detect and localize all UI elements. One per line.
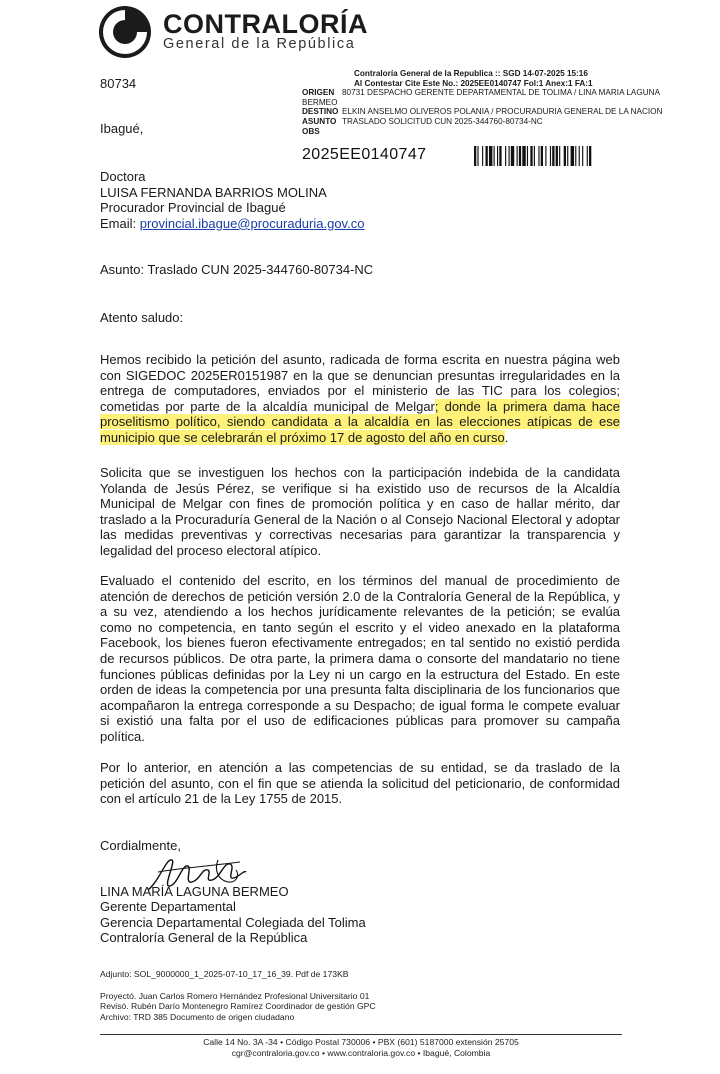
credit-reviso: Revisó. Rubén Darío Montenegro Ramírez Coordinador de gestión GPC: [100, 1001, 376, 1012]
barcode-bar: [517, 146, 518, 166]
barcode-bar: [587, 146, 588, 166]
closing: Cordialmente,: [100, 838, 181, 853]
barcode-bar: [477, 146, 478, 166]
signer-office: Gerencia Departamental Colegiada del Tolima: [100, 914, 366, 930]
stamp-obs: OBS: [302, 126, 320, 136]
footer-address: Calle 14 No. 3A -34 • Código Postal 730006 • PBX (601) 5187000 extensión 25705: [203, 1037, 519, 1047]
barcode-bar: [571, 146, 574, 166]
barcode-bar: [564, 146, 566, 166]
stamp-line-2: Al Contestar Cite Este No.: 2025EE0140747 Fol:1 Anex:1 FA:1: [354, 78, 593, 88]
barcode-bar: [545, 146, 546, 166]
barcode-bar: [499, 146, 501, 166]
barcode-bar: [511, 146, 514, 166]
signer-role: Gerente Departamental: [100, 899, 236, 915]
barcode-bar: [486, 146, 488, 166]
signer-entity: Contraloría General de la República: [100, 930, 308, 946]
barcode-bar: [494, 146, 495, 166]
barcode-bar: [541, 146, 543, 166]
barcode-bar: [538, 146, 539, 166]
credits-block: [100, 991, 376, 1022]
signer-block: [100, 884, 366, 946]
stamp-line-1: Contraloría General de la Republica :: SGD 14-07-2025 15:16: [354, 69, 588, 78]
barcode-bar: [474, 146, 476, 166]
barcode-bar: [489, 146, 492, 166]
credit-proyecto: Proyectó. Juan Carlos Romero Hernández Profesional Universitario 01: [100, 991, 370, 1001]
attachment-note: Adjunto: SOL_9000000_1_2025-07-10_17_16_39. Pdf de 173KB: [100, 969, 349, 979]
barcode-bar: [497, 146, 498, 166]
footer: [100, 1037, 622, 1058]
stamp-asunto: ASUNTO TRASLADO SOLICITUD CUN 2025-344760-80734-NC: [302, 116, 543, 126]
barcode-bar: [482, 146, 483, 166]
barcode-bar: [567, 146, 568, 166]
paragraph-1: Hemos recibido la petición del asunto, radicada de forma escrita en nuestra página web con SIGEDOC 2025ER0151987 en la que se denuncian presuntas irregularidades en la entrega de computadores, enviados por el ministerio de las TIC para los colegios; cometidas por parte de la alcaldía municipal de Melgar; donde la primera dama hace proselitismo político, siendo candidata a la alcaldía en las elecciones atípicas de ese municipio que se celebrarán el próximo 17 de agosto del año en curso.: [100, 352, 620, 445]
radicado-number: 2025EE0140747: [302, 146, 427, 163]
recipient-salutation: Doctora: [100, 169, 146, 184]
barcode-icon: [474, 146, 680, 166]
highlighted-text: ; donde la primera dama hace proselitismo político, siendo candidata a la alcaldía en las elecciones atípicas de ese municipio que se celebrarán el próximo 17 de agosto del año en curso: [100, 398, 620, 445]
barcode-bar: [534, 146, 535, 166]
barcode-bar: [552, 146, 554, 166]
radicado-stamp: [302, 69, 682, 136]
barcode-bar: [550, 146, 551, 166]
barcode-bar: [579, 146, 580, 166]
paragraph-4: Por lo anterior, en atención a las competencias de su entidad, se da traslado de la petición del asunto, con el fin que se atienda la solicitud del peticionario, de conformidad con el artículo 21 de la Ley 1755 de 2015.: [100, 760, 620, 807]
recipient-block: [100, 169, 364, 231]
document-number: 80734: [100, 76, 137, 91]
footer-contact: cgr@contraloria.gov.co • www.contraloria.gov.co • Ibagué, Colombia: [231, 1047, 491, 1058]
barcode-bar: [519, 146, 521, 166]
greeting: Atento saludo:: [100, 310, 184, 325]
logo-subtitle: General de la República: [163, 36, 356, 52]
paragraph-2: Solicita que se investiguen los hechos con la participación indebida de la candidata Yolanda de Jesús Pérez, se verifique si ha existido uso de recursos de la Alcaldía Municipal de Melgar con fines de promoción política y en caso de hallar mérito, dar traslado a la Procuraduría General de la Nación o al Consejo Nacional Electoral y adoptar las medidas preventivas y correctivas necesarias para garantizar la transparencia y legalidad del proceso electoral atípico.: [100, 465, 620, 558]
stamp-origen: ORIGEN 80731 DESPACHO GERENTE DEPARTAMENTAL DE TOLIMA / LINA MARIA LAGUNA BERMEO: [302, 88, 660, 107]
subject-line: Asunto: Traslado CUN 2025-344760-80734-NC: [100, 262, 374, 277]
stamp-destino: DESTINO ELKIN ANSELMO OLIVEROS POLANIA / PROCURADURIA GENERAL DE LA NACION: [302, 107, 663, 117]
barcode-bar: [589, 146, 591, 166]
barcode-bar: [509, 146, 510, 166]
city-date: Ibagué,: [100, 121, 144, 136]
barcode-bar: [556, 146, 558, 166]
recipient-role: Procurador Provincial de Ibagué: [100, 200, 286, 216]
barcode-bar: [575, 146, 576, 166]
footer-divider: [100, 1034, 622, 1035]
paragraph-3: Evaluado el contenido del escrito, en los términos del manual de procedimiento de atención de derechos de petición versión 2.0 de la Contraloría General de la República, y a su vez, atendiendo a los hechos jurídicamente relevantes de la petición; se evalúa como no competencia, en tanto según el escrito y el video anexado en la plataforma Facebook, los bienes fueron efectivamente entregados; en tal sentido no existió perdida de recursos públicos. De otra parte, la primera dama o consorte del mandatario no tiene funciones públicas definidas por la Ley ni un cargo en la estructura del Estado. En este orden de ideas la competencia por una presunta falta disciplinaria de los funcionarios que acompañaron la entrega corresponde a su Despacho; de igual forma le compete evaluar si existió una falta por el uso de edificaciones públicas para promover su campaña política.: [100, 573, 620, 744]
barcode-bar: [505, 146, 506, 166]
barcode-bar: [582, 146, 583, 166]
credit-archivo: Archivo: TRD 385 Documento de origen ciudadano: [100, 1011, 295, 1022]
barcode-bar: [522, 146, 525, 166]
recipient-name: LUISA FERNANDA BARRIOS MOLINA: [100, 184, 327, 200]
recipient-email-link[interactable]: provincial.ibague@procuraduria.gov.co: [139, 215, 365, 231]
barcode-bar: [530, 146, 532, 166]
contraloria-logo-icon: [97, 4, 153, 60]
recipient-email-line: Email: provincial.ibague@procuraduria.gov.co: [100, 215, 365, 231]
barcode-bar: [527, 146, 528, 166]
barcode-bar: [559, 146, 560, 166]
logo-title: CONTRALORÍA: [163, 9, 368, 39]
signer-name: LINA MARÍA LAGUNA BERMEO: [100, 884, 289, 899]
